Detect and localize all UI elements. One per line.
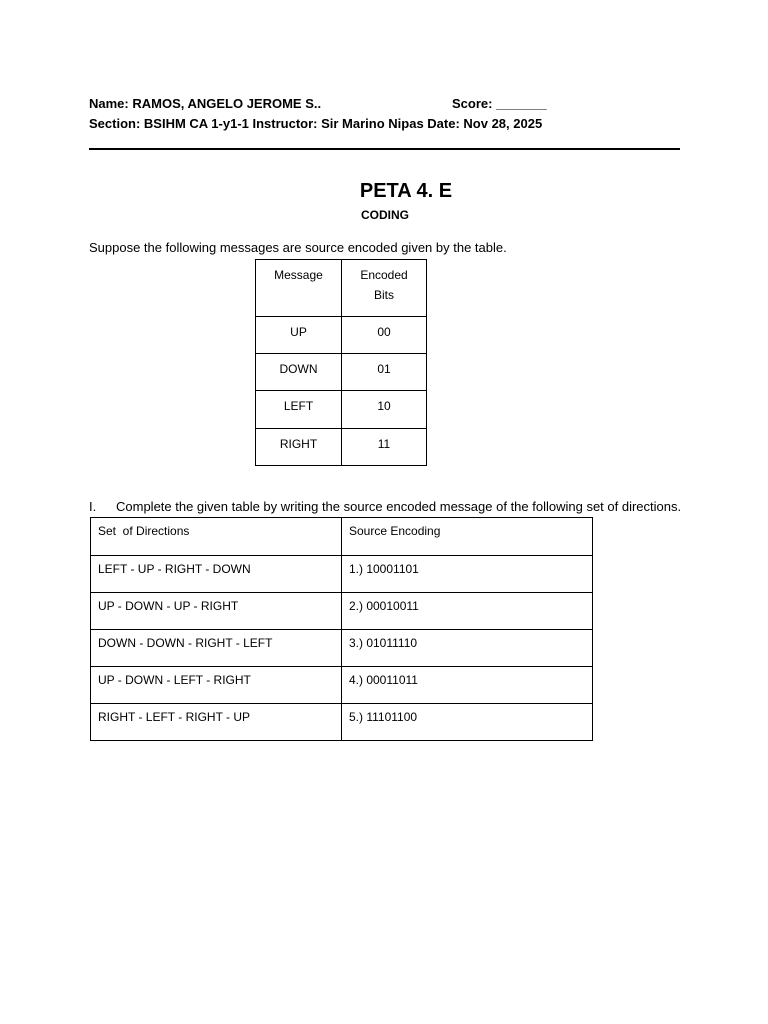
table-cell-directions: LEFT - UP - RIGHT - DOWN xyxy=(91,556,342,593)
table-header-source-encoding: Source Encoding xyxy=(342,518,593,556)
table-cell-bits: 00 xyxy=(342,317,427,354)
table-cell-directions: UP - DOWN - LEFT - RIGHT xyxy=(91,667,342,704)
table-header-message: Message xyxy=(256,260,342,317)
instruction-text: Complete the given table by writing the source encoded message of the following set of directions. xyxy=(116,499,682,514)
table-cell-bits: 11 xyxy=(342,429,427,466)
directions-table xyxy=(90,517,593,741)
table-cell-directions: RIGHT - LEFT - RIGHT - UP xyxy=(91,704,342,741)
table-cell-message: DOWN xyxy=(256,354,342,391)
table-cell-encoding: 3.) 01011110 xyxy=(342,630,593,667)
score-line: Score: _______ xyxy=(452,96,547,111)
table-cell-encoding: 1.) 10001101 xyxy=(342,556,593,593)
table-cell-encoding: 2.) 00010011 xyxy=(342,593,593,630)
section-line: Section: BSIHM CA 1-y1-1 Instructor: Sir Marino Nipas Date: Nov 28, 2025 xyxy=(89,116,543,131)
table-cell-message: LEFT xyxy=(256,391,342,429)
table-header-encoded-bits: Encoded Bits xyxy=(342,260,427,317)
table-cell-encoding: 5.) 11101100 xyxy=(342,704,593,741)
page-subtitle: CODING xyxy=(361,208,409,222)
instruction-number: I. xyxy=(89,499,97,514)
table-cell-directions: DOWN - DOWN - RIGHT - LEFT xyxy=(91,630,342,667)
table-cell-bits: 01 xyxy=(342,354,427,391)
table-cell-directions: UP - DOWN - UP - RIGHT xyxy=(91,593,342,630)
encoding-table xyxy=(255,259,427,466)
header-divider xyxy=(89,148,680,150)
page-title: PETA 4. E xyxy=(359,180,453,202)
table-cell-encoding: 4.) 00011011 xyxy=(342,667,593,704)
table-cell-message: RIGHT xyxy=(256,429,342,466)
name-line: Name: RAMOS, ANGELO JEROME S.. xyxy=(89,96,322,111)
table-header-directions: Set of Directions xyxy=(91,518,342,556)
table-cell-bits: 10 xyxy=(342,391,427,429)
table-cell-message: UP xyxy=(256,317,342,354)
intro-text: Suppose the following messages are source encoded given by the table. xyxy=(89,240,507,255)
